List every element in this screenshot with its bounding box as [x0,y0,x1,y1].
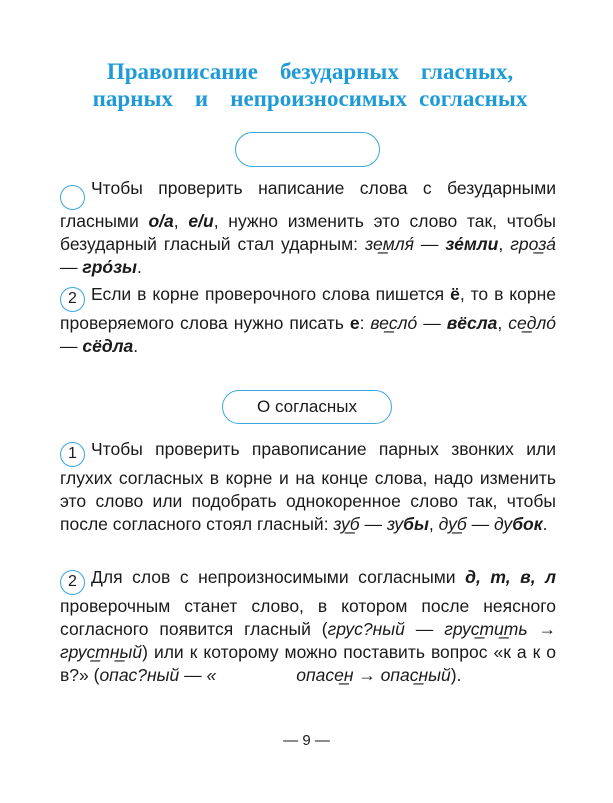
rule-silent-consonants: 2 Для слов с непроизносимыми согласными д, т, в, л проверочным станет слово, в котором после неясного согласного появится гласный (грус?ный — грус̲ти̲ть → грус̲тн̲ый) или к которому можно поставить вопрос «к а к о в?» (опас?ный — « опасе̲н → опас̲ный). [60,567,556,685]
title-line-1: Правописание безударных гласных, [106,59,514,84]
rule-yo: 2 Если в корне проверочного слова пишется ё, то в корне проверяемого слова нужно писать е: ве̲сло́ — вёсла, се̲дло́ — сёдла. [60,284,557,356]
rule-number-badge: 2 [60,570,85,595]
vowels-section-badge [235,132,380,167]
rule-paired-consonants: 1 Чтобы проверить правописание парных звонких или глухих согласных в корне и на конце слова, надо изменить это слово или подобрать однокоренное слово так, чтобы после согласного стоял гласный: зу̲б — зубы, ду̲б — дубок. [60,439,556,534]
rule-number-badge: 2 [60,287,85,312]
rule-vowels: Чтобы проверить написание слова с безударными гласными о/а, е/и, нужно изменить это слово так, чтобы безударный гласный стал ударным: зе̲мля́ — зе́мли, гро̲за́ — гро́зы. [60,178,556,277]
rule-number-badge: 1 [60,442,85,467]
consonants-section-badge: О согласных [222,390,392,424]
page-number: — 9 — [283,732,330,749]
page-title [40,58,580,112]
title-line-2: парных и непроизносимых согласных [92,86,528,111]
rule-number-badge [60,185,85,210]
